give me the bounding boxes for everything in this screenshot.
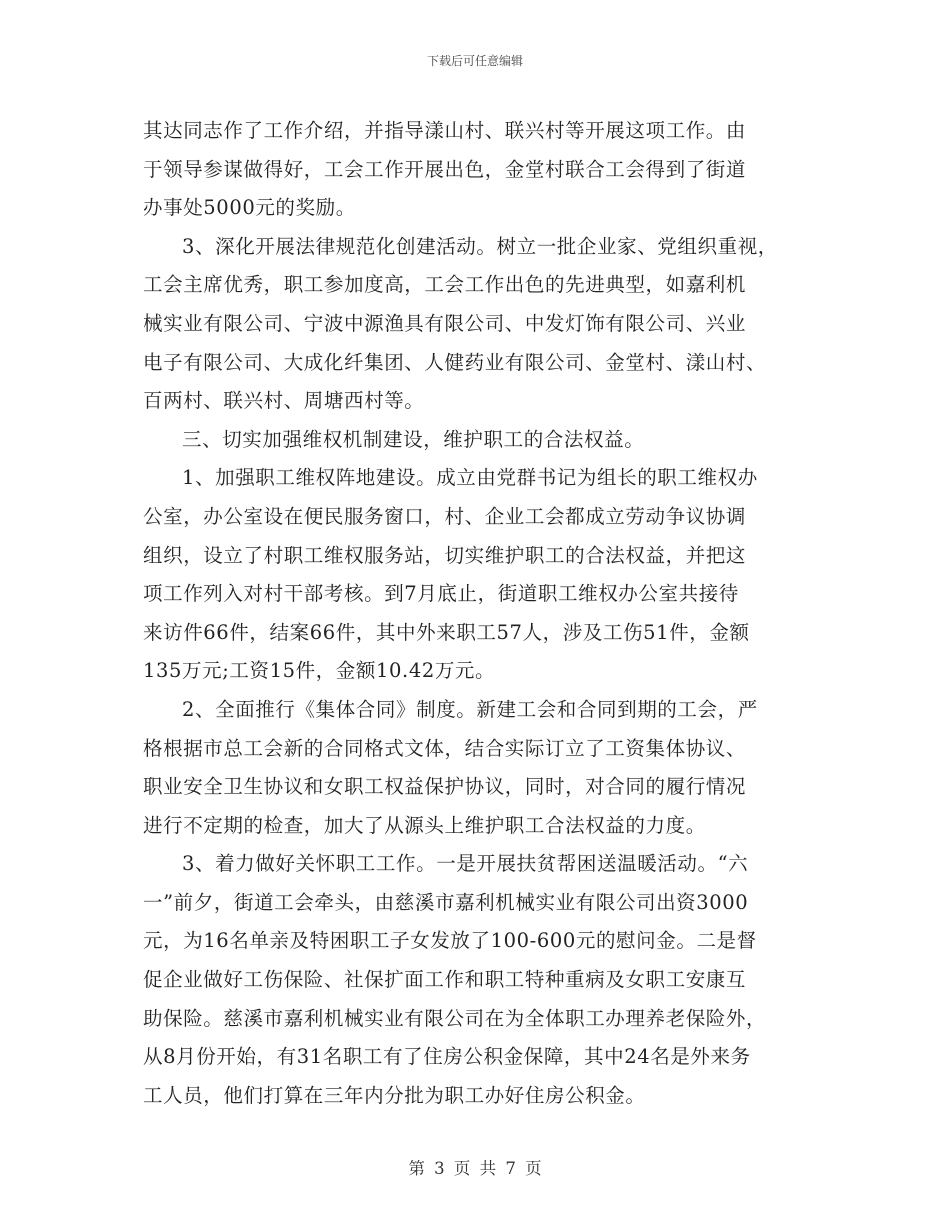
text-line: 组织，设立了村职工维权服务站，切实维护职工的合法权益，并把这 — [143, 543, 747, 567]
text-line: 工人员，他们打算在三年内分批为职工办好住房公积金。 — [143, 1083, 646, 1107]
text-line: 135万元;工资15件，金额10.42万元。 — [143, 659, 496, 683]
text-line: 其达同志作了工作介绍，并指导漾山村、联兴村等开展这项工作。由 — [143, 119, 747, 142]
paragraph-start-line: 1、加强职工维权阵地建设。成立由党群书记为组长的职工维权办 — [182, 466, 758, 490]
text-line: 促企业做好工伤保险、社保扩面工作和职工特种重病及女职工安康互 — [143, 968, 747, 992]
page-header-note: 下载后可任意编辑 — [426, 54, 523, 68]
text-line: 职业安全卫生协议和女职工权益保护协议，同时，对合同的履行情况 — [143, 775, 747, 799]
text-line: 办事处5000元的奖励。 — [143, 196, 356, 220]
text-line: 百两村、联兴村、周塘西村等。 — [143, 389, 425, 413]
text-line: 械实业有限公司、宁波中源渔具有限公司、中发灯饰有限公司、兴业 — [143, 311, 747, 335]
section-heading: 三、切实加强维权机制建设，维护职工的合法权益。 — [182, 427, 645, 451]
text-line: 格根据市总工会新的合同格式文体，结合实际订立了工资集体协议、 — [143, 736, 747, 760]
text-line: 电子有限公司、大成化纤集团、人健药业有限公司、金堂村、漾山村、 — [143, 350, 767, 374]
text-line: 工会主席优秀，职工参加度高，工会工作出色的先进典型，如嘉利机 — [143, 273, 747, 297]
text-line: 项工作列入对村干部考核。到7月底止，街道职工维权办公室共接待 — [143, 582, 739, 606]
paragraph-start-line: 3、着力做好关怀职工工作。一是开展扶贫帮困送温暖活动。“六 — [182, 852, 749, 876]
document-body — [143, 112, 808, 1115]
text-line: 公室，办公室设在便民服务窗口，村、企业工会都成立劳动争议协调 — [143, 504, 747, 528]
text-line: 一”前夕，街道工会牵头，由慈溪市嘉利机械实业有限公司出资3000 — [143, 890, 749, 914]
paragraph-start-line: 2、全面推行《集体合同》制度。新建工会和合同到期的工会，严 — [182, 697, 758, 721]
text-line: 元，为16名单亲及特困职工子女发放了100-600元的慰问金。二是督 — [143, 929, 757, 953]
text-line: 于领导参谋做得好，工会工作开展出色，金堂村联合工会得到了街道 — [143, 157, 747, 181]
text-line: 助保险。慈溪市嘉利机械实业有限公司在为全体职工办理养老保险外， — [143, 1006, 767, 1030]
text-line: 进行不定期的检查，加大了从源头上维护职工合法权益的力度。 — [143, 813, 706, 837]
page-number-footer: 第 3 页 共 7 页 — [408, 1159, 542, 1178]
text-line: 从8月份开始，有31名职工有了住房公积金保障，其中24名是外来务 — [143, 1045, 751, 1069]
paragraph-start-line: 3、深化开展法律规范化创建活动。树立一批企业家、党组织重视， — [182, 234, 778, 258]
text-line: 来访件66件，结案66件，其中外来职工57人，涉及工伤51件，金额 — [143, 620, 750, 644]
